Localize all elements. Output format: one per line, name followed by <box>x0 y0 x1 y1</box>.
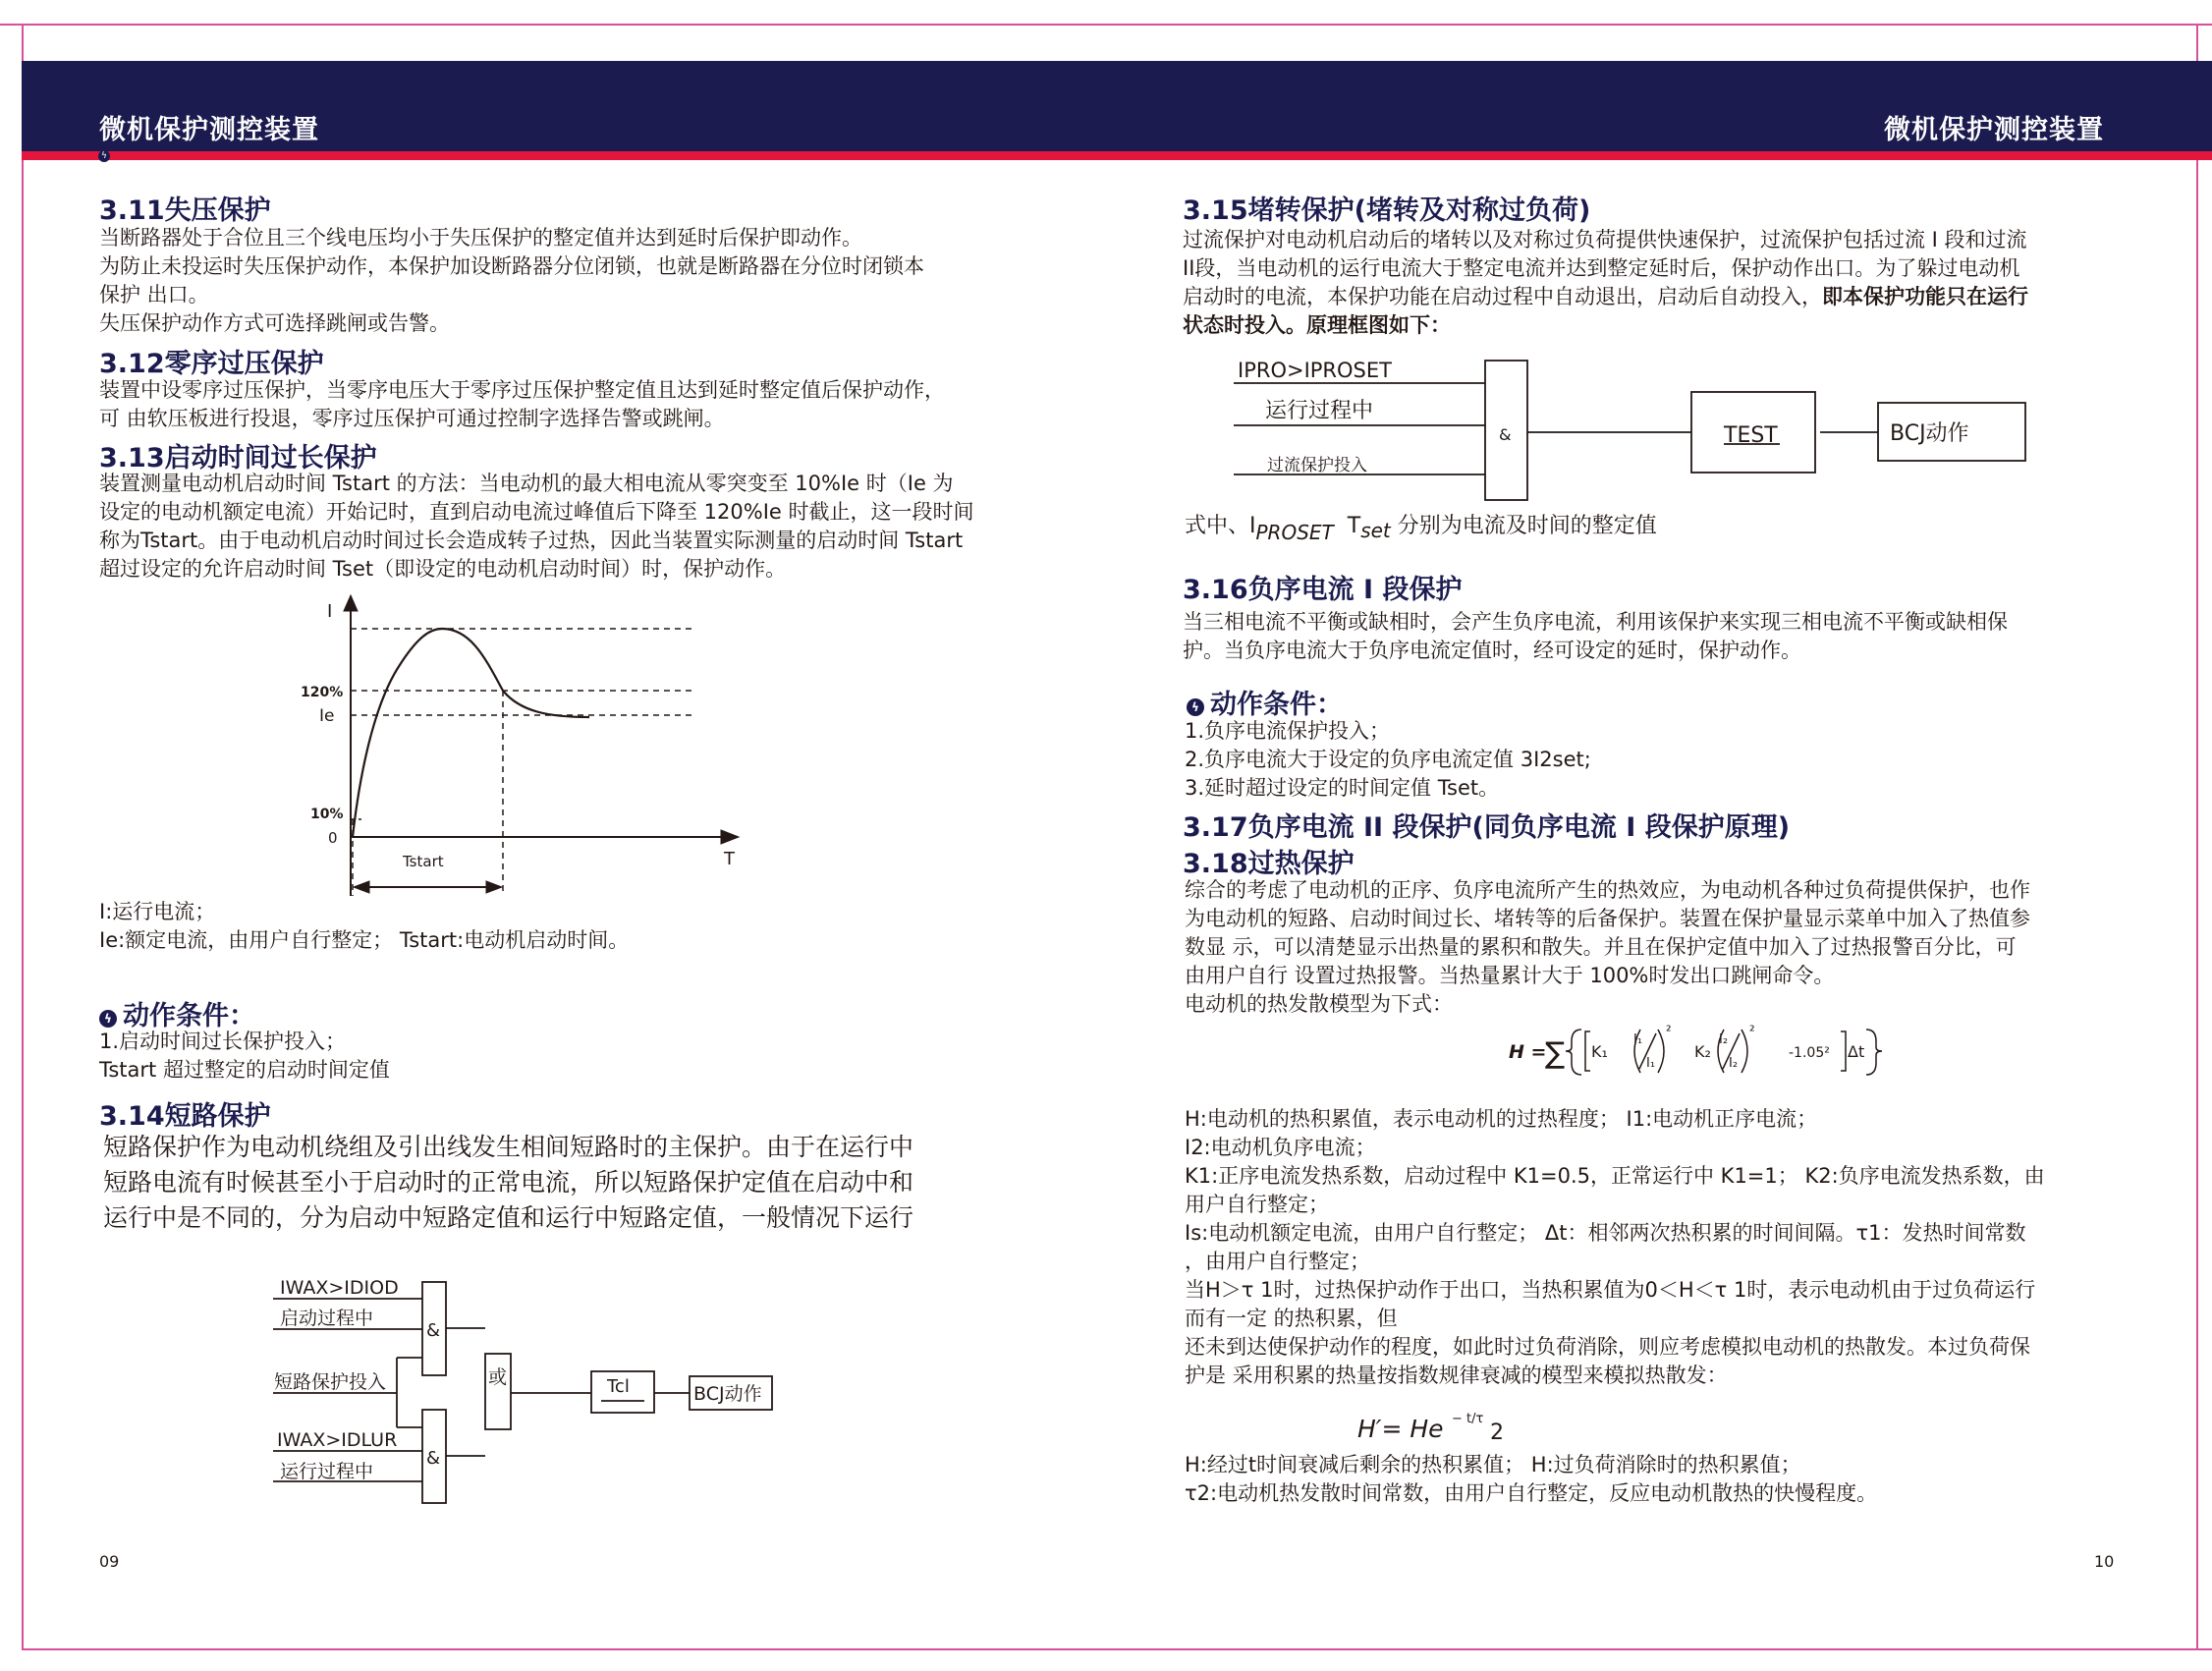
oc-output-label: BCJ动作 <box>1890 421 1969 446</box>
section-3-16-line-2: 护。当负序电流大于负序电流定值时，经可设定的延时，保护动作。 <box>1183 639 1801 662</box>
page-number-right: 10 <box>2094 1552 2115 1571</box>
oc-input-1: IPRO>IPROSET <box>1238 359 1392 382</box>
section-3-13-title: 3.13启动时间过长保护 <box>99 443 377 473</box>
description-line-4: 用户自行整定； <box>1185 1193 1329 1216</box>
x-axis-label: T <box>724 849 735 869</box>
oc-timer-label: TEST <box>1724 423 1778 448</box>
formula-square-2: ² <box>1749 1024 1755 1039</box>
and-gate-2-label: & <box>426 1448 441 1469</box>
section-3-16-line-1: 当三相电流不平衡或缺相时，会产生负序电流，利用该保护来实现三相电流不平衡或缺相保 <box>1183 610 2008 634</box>
section-3-18-line-1: 综合的考虑了电动机的正序、负序电流所产生的热效应，为电动机各种过负荷提供保护，也作 <box>1185 878 2030 902</box>
legend-line-1: I:运行电流； <box>99 900 216 923</box>
left-condition-line-1: 1.启动时间过长保护投入； <box>99 1030 347 1053</box>
formula-i2-bottom: I₂ <box>1729 1056 1739 1071</box>
section-3-15-line-2: II段，当电动机的运行电流大于整定电流并达到整定延时后，保护动作出口。为了躲过电动机 <box>1183 256 2020 280</box>
label-ie: Ie <box>319 706 335 726</box>
or-gate-label: 或 <box>488 1366 508 1388</box>
right-condition-line-3: 3.延时超过设定的时间定值 Tset。 <box>1185 776 1500 800</box>
output-label: BCJ动作 <box>693 1383 762 1405</box>
description-line-7: 当H＞τ 1时，过热保护动作于出口，当热积累值为0＜H＜τ 1时，表示电动机由于过负荷运行 <box>1185 1278 2036 1302</box>
oc-and-label: & <box>1499 425 1512 444</box>
note-sub-set: set <box>1360 519 1391 542</box>
formula-i2-top: I₂ <box>1719 1032 1729 1047</box>
section-3-12-line-1: 装置中设零序过压保护，当零序电压大于零序过压保护整定值且达到延时整定值后保护动作， <box>99 378 945 402</box>
section-3-13-line-4: 超过设定的允许启动时间 Tset（即设定的电动机启动时间）时，保护动作。 <box>99 557 787 581</box>
logic-input-1: IWAX>IDIOD <box>280 1277 399 1299</box>
section-3-15-line-3-text: 启动时的电流，本保护功能在启动过程中自动退出，启动后自动投入， <box>1183 285 1822 308</box>
formula-dt: Δt <box>1848 1042 1865 1061</box>
section-3-15-bold-tail: 即本保护功能只在运行 <box>1822 285 2028 308</box>
section-3-14-line-2: 短路电流有时候甚至小于启动时的正常电流，所以短路保护定值在启动中和 <box>103 1168 914 1197</box>
bolt-icon: ϟ <box>1187 698 1204 716</box>
logic-input-2: 启动过程中 <box>280 1308 374 1329</box>
note-part-b: T <box>1347 514 1361 538</box>
label-120: 120% <box>301 685 344 700</box>
description-line-8: 而有一定 的热积累，但 <box>1185 1307 1398 1330</box>
right-condition-line-2: 2.负序电流大于设定的负序电流定值 3I2set; <box>1185 748 1591 771</box>
legend-line-2: Ie:额定电流，由用户自行整定； Tstart:电动机启动时间。 <box>99 928 630 952</box>
bolt-icon: ϟ <box>98 150 110 162</box>
formula-minus: -1.05² <box>1789 1045 1830 1061</box>
page-number-left: 09 <box>99 1552 120 1571</box>
oc-input-2: 运行过程中 <box>1265 399 1374 423</box>
section-3-18-line-5: 电动机的热发散模型为下式： <box>1185 992 1453 1016</box>
section-3-14-title: 3.14短路保护 <box>99 1101 271 1132</box>
decay-formula-exponent: − t/τ <box>1452 1412 1484 1426</box>
right-condition-line-1: 1.负序电流保护投入； <box>1185 719 1391 743</box>
left-condition-line-2: Tstart 超过整定的启动时间定值 <box>99 1058 390 1082</box>
description-line-5: Is:电动机额定电流，由用户自行整定； Δt：相邻两次热积累的时间间隔。τ1：发热时间常数 <box>1185 1221 2026 1245</box>
section-3-13-line-3: 称为Tstart。由于电动机启动时间过长会造成转子过热，因此当装置实际测量的启动时间 Tstart <box>99 529 964 552</box>
formula-i1-top: I₁ <box>1633 1032 1643 1047</box>
section-3-15-title: 3.15堵转保护(堵转及对称过负荷) <box>1183 195 1591 226</box>
label-10: 10% <box>310 807 344 822</box>
formula-k2: K₂ <box>1694 1042 1711 1061</box>
section-3-14-line-3: 运行中是不同的，分为启动中短路定值和运行中短路定值，一般情况下运行 <box>103 1203 914 1232</box>
section-3-17-title: 3.17负序电流 II 段保护(同负序电流 I 段保护原理) <box>1183 812 1791 843</box>
section-3-11-line-3: 保护 出口。 <box>99 283 209 306</box>
logic-input-3: 短路保护投入 <box>274 1371 387 1393</box>
formula-k1: K₁ <box>1591 1042 1608 1061</box>
section-3-11-line-1: 当断路器处于合位且三个线电压均小于失压保护的整定值并达到延时后保护即动作。 <box>99 226 862 250</box>
description-line-9: 还未到达使保护动作的程度，如此时过负荷消除，则应考虑模拟电动机的热散发。本过负荷保 <box>1185 1335 2030 1359</box>
description-line-1: H:电动机的热积累值，表示电动机的过热程度； I1:电动机正序电流； <box>1185 1107 1818 1131</box>
header-right-title: 微机保护测控装置 <box>1884 115 2104 145</box>
section-3-13-line-2: 设定的电动机额定电流）开始记时，直到启动电流过峰值后下降至 120%Ie 时截止，这一段时间 <box>99 500 974 524</box>
formula-square-1: ² <box>1666 1024 1672 1039</box>
right-condition-title-text: 动作条件： <box>1210 690 1343 720</box>
label-0: 0 <box>328 829 338 847</box>
section-3-18-line-3: 数显 示，可以清楚显示出热量的累积和散失。并且在保护定值中加入了过热报警百分比，可 <box>1185 935 2017 959</box>
formula-lhs: H = <box>1509 1041 1547 1063</box>
description-line-6: ，由用户自行整定； <box>1185 1250 1370 1273</box>
timer-label: Tcl <box>607 1376 630 1397</box>
decay-formula-main: H′= He <box>1357 1415 1444 1443</box>
section-3-11-title: 3.11失压保护 <box>99 195 271 226</box>
section-3-12-line-2: 可 由软压板进行投退，零序过压保护可通过控制字选择告警或跳闸。 <box>99 407 725 430</box>
and-gate-1-label: & <box>426 1320 441 1341</box>
formula-i1-bottom: I₁ <box>1646 1056 1656 1071</box>
description-line-3: K1:正序电流发热系数，启动过程中 K1=0.5，正常运行中 K1=1； K2:负序电流发热系数，由 <box>1185 1164 2045 1188</box>
bolt-icon: ϟ <box>99 1010 117 1028</box>
section-3-12-title: 3.12零序过压保护 <box>99 349 324 379</box>
y-axis-label: I <box>327 601 333 622</box>
label-tstart: Tstart <box>403 853 444 870</box>
section-3-18-title: 3.18过热保护 <box>1183 849 1355 879</box>
section-3-18-line-4: 由用户自行 设置过热报警。当热量累计大于 100%时发出口跳闸命令。 <box>1185 964 1835 987</box>
section-3-18-line-2: 为电动机的短路、启动时间过长、堵转等的后备保护。装置在保护量显示菜单中加入了热值参 <box>1185 907 2030 930</box>
section-3-11-line-4: 失压保护动作方式可选择跳闸或告警。 <box>99 311 450 335</box>
note-part-a: 式中、I <box>1185 514 1256 538</box>
logic-input-4: IWAX>IDLUR <box>277 1429 398 1451</box>
section-3-14-line-1: 短路保护作为电动机绕组及引出线发生相间短路时的主保护。由于在运行中 <box>103 1133 914 1161</box>
section-3-15-bold-line: 状态时投入。原理框图如下： <box>1183 313 1451 337</box>
section-3-15-line-1: 过流保护对电动机启动后的堵转以及对称过负荷提供快速保护，过流保护包括过流 I 段和过流 <box>1183 228 2027 251</box>
description-line-2: I2:电动机负序电流； <box>1185 1136 1376 1159</box>
logic-input-5: 运行过程中 <box>280 1461 374 1482</box>
section-3-13-line-1: 装置测量电动机启动时间 Tstart 的方法：当电动机的最大相电流从零突变至 10%Ie 时（Ie 为 <box>99 472 954 495</box>
description-line-10: 护是 采用积累的热量按指数规律衰减的模型来模拟热散发： <box>1185 1364 1728 1387</box>
section-3-11-line-2: 为防止未投运时失压保护动作，本保护加设断路器分位闭锁，也就是断路器在分位时闭锁本 <box>99 254 924 278</box>
end-line-2: τ2:电动机热发散时间常数，由用户自行整定，反应电动机散热的快慢程度。 <box>1185 1481 1878 1505</box>
end-line-1: H:经过t时间衰减后剩余的热积累值； H:过负荷消除时的热积累值； <box>1185 1453 1801 1476</box>
note-sub-proset: PROSET <box>1255 521 1334 544</box>
decay-formula-tail: 2 <box>1490 1420 1504 1445</box>
left-condition-title-text: 动作条件： <box>123 1001 255 1031</box>
section-3-16-title: 3.16负序电流 I 段保护 <box>1183 575 1463 605</box>
header-left-title: 微机保护测控装置 <box>99 115 319 145</box>
formula-sum: ∑ <box>1545 1036 1566 1071</box>
note-part-c: 分别为电流及时间的整定值 <box>1390 514 1657 538</box>
oc-input-3: 过流保护投入 <box>1267 456 1367 475</box>
